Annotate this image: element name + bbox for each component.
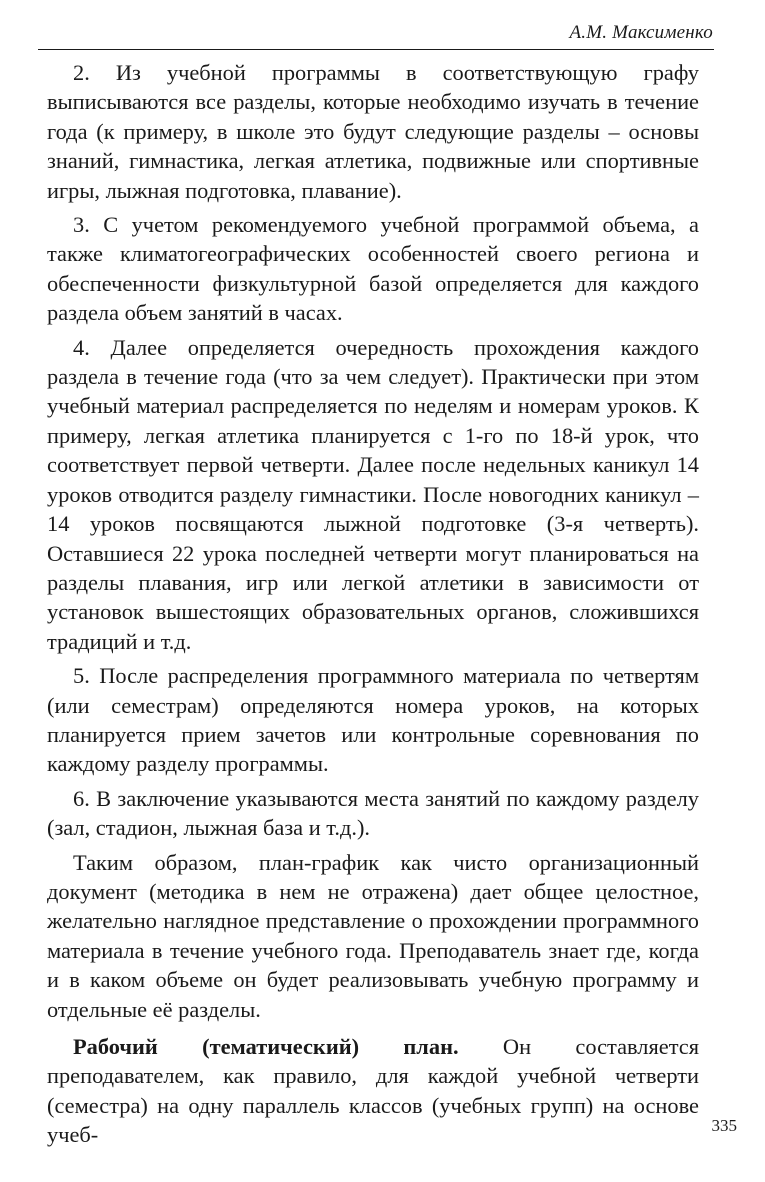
paragraph-work-plan-text: Он составляется преподавателем, как правило, для каждой учебной четверти (семестра) на одну параллель классов (учебных групп) на основе учеб- (47, 1034, 699, 1148)
running-head-author: А.М. Максименко (569, 22, 713, 43)
paragraph-item-2: 2. Из учебной программы в соответствующую графу выписываются все разделы, которые необходимо изучать в течение года (к примеру, в школе это будут следующие разделы – основы знаний, гимнастика, легкая атлетика, подвижные или спортивные игры, лыжная подготовка, плавание). (47, 60, 699, 203)
paragraph-summary: Таким образом, план-график как чисто организационный документ (методика в нем не отражена) дает общее целостное, желательно наглядное представление о прохождении программного материала в течение учебного года. Преподаватель знает где, когда и в каком объеме он будет реализовывать учебную программу и отдельные её разделы. (47, 849, 699, 1022)
paragraph-item-3: 3. С учетом рекомендуемого учебной программой объема, а также климатогеографических особенностей своего региона и обеспеченности физкультурной базой определяется для каждого раздела объем занятий в часах. (47, 212, 699, 326)
paragraph-item-5: 5. После распределения программного материала по четвертям (или семестрам) определяются номера уроков, на которых планируется прием зачетов или контрольные соревнования по каждому разделу программы. (47, 663, 699, 777)
run-in-heading: Рабочий (тематический) план. (73, 1034, 459, 1059)
body-text (47, 58, 699, 1155)
page-number: 335 (711, 1116, 737, 1135)
paragraph-work-plan (47, 1032, 699, 1150)
paragraph-item-6: 6. В заключение указываются места занятий по каждому разделу (зал, стадион, лыжная база и т.д.). (47, 785, 699, 841)
header-rule (38, 49, 714, 50)
paragraph-item-4: 4. Далее определяется очередность прохождения каждого раздела в течение года (что за чем следует). Практически при этом учебный материал распределяется по неделям и номерам уроков. К примеру, легкая атлетика планируется с 1-го по 18-й урок, что соответствует первой четверти. Далее после недельных каникул 14 уроков отводится разделу гимнастики. После новогодних каникул – 14 уроков посвящаются лыжной подготовке (3-я четверть). Оставшиеся 22 урока последней четверти могут планироваться на разделы плавания, игр или легкой атлетики в зависимости от установок вышестоящих образовательных органов, сложившихся традиций и т.д. (47, 334, 699, 654)
